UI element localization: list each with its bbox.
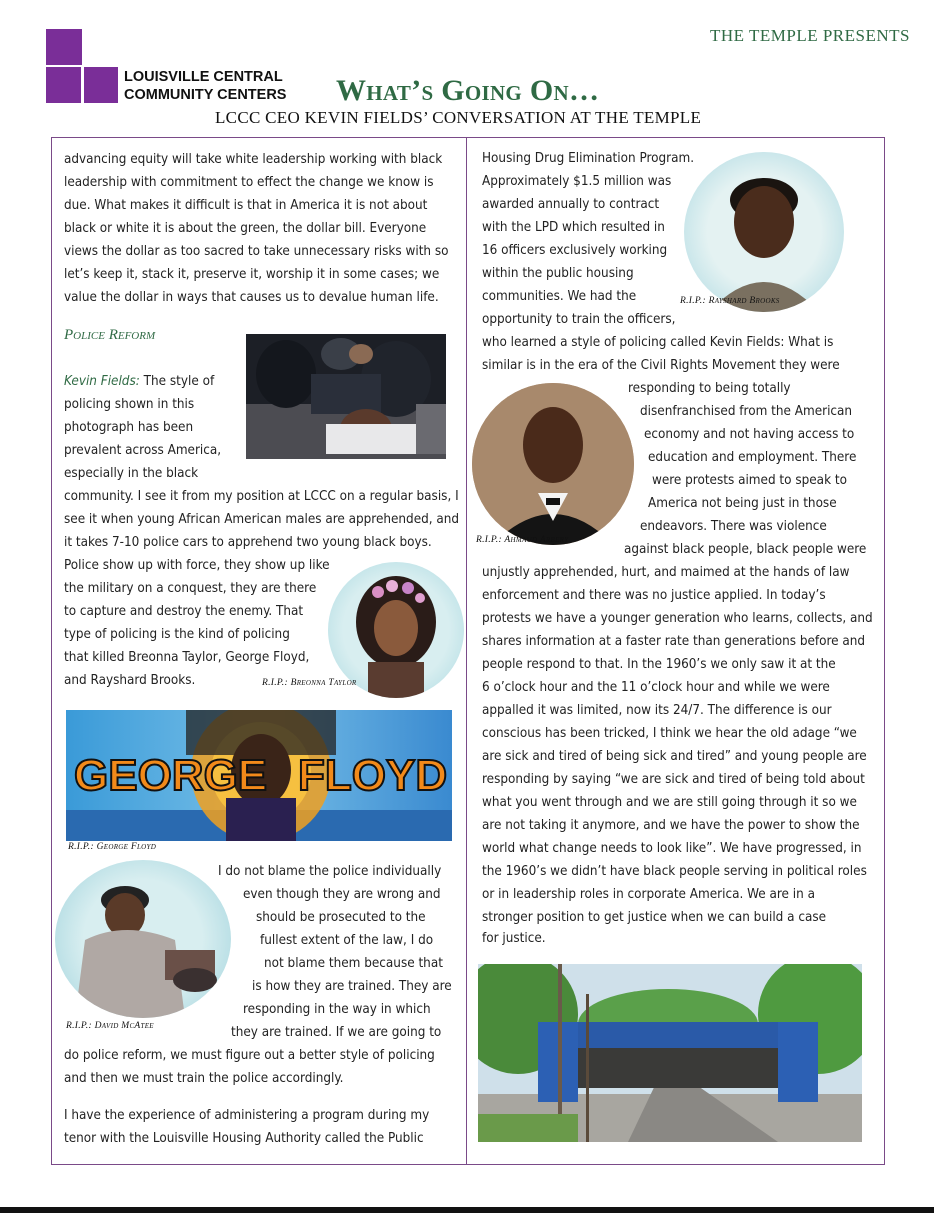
text-line: America not being just in those (648, 496, 837, 511)
text-line (64, 374, 214, 389)
mural-text-george: GEORGE (74, 751, 268, 800)
page-bottom-rule (0, 1207, 934, 1213)
text-line: are not taking it anymore, and we have the power to show the (482, 818, 860, 833)
text-line: value the dollar in ways that causes us to devalue human life. (64, 290, 439, 305)
text-line: advancing equity will take white leadership working with black (64, 152, 443, 167)
text-line: with the LPD which resulted in (482, 220, 665, 235)
text-line: should be prosecuted to the (256, 910, 426, 925)
text-line: protests we have a younger generation who learns, collects, and (482, 611, 873, 626)
text-line: not blame them because that (264, 956, 443, 971)
text-line: see it when young African American males are apprehended, and (64, 512, 460, 527)
caption-ahmaud-arbery: R.I.P.: Ahmaud Arbery (476, 535, 569, 545)
text-line: responding to being totally (628, 381, 791, 396)
page-subtitle: LCCC CEO KEVIN FIELDS’ CONVERSATION AT THE TEMPLE (215, 108, 702, 127)
text-line: leadership with commitment to effect the change we know is (64, 175, 434, 190)
text-line: endeavors. There was violence (640, 519, 827, 534)
text-line: community. I see it from my position at LCCC on a regular basis, I (64, 489, 459, 504)
text-line: and Rayshard Brooks. (64, 673, 196, 688)
page-title: What’s Going On… (336, 74, 600, 107)
text-line: tenor with the Louisville Housing Authority called the Public (64, 1131, 424, 1146)
text-line: similar is in the era of the Civil Rights Movement they were (482, 358, 840, 373)
text-line: black or white it is about the green, the dollar bill. Everyone (64, 221, 427, 236)
text-line: world what change needs to look like”. We have progressed, in (482, 841, 862, 856)
column-divider (466, 137, 467, 1165)
david-mcatee-portrait (55, 860, 231, 1018)
text-line: are sick and tired of being sick and tired” and young people are (482, 749, 867, 764)
text-line: stronger position to get justice when we can build a case (482, 910, 827, 925)
police-arrest-photo (246, 334, 446, 459)
caption-rayshard-brooks: R.I.P.: Rayshard Brooks (680, 296, 780, 306)
text-line: 6 o’clock hour and the 11 o’clock hour and while we were (482, 680, 830, 695)
the-temple-presents-label: THE TEMPLE PRESENTS (710, 26, 910, 45)
text-line: I do not blame the police individually (218, 864, 442, 879)
text-line: who learned a style of policing called Kevin Fields: What is (482, 335, 834, 350)
text-line: let’s keep it, stack it, preserve it, worship it in some cases; we (64, 267, 440, 282)
text-line: it takes 7-10 police cars to apprehend two young black boys. (64, 535, 432, 550)
text-line: shares information at a faster rate than generations before and (482, 634, 866, 649)
text-line: Approximately $1.5 million was (482, 174, 672, 189)
text-line: photograph has been (64, 420, 194, 435)
section-heading-police-reform: Police Reform (64, 327, 156, 343)
text-line: to capture and destroy the enemy. That (64, 604, 304, 619)
lccc-logo (46, 29, 118, 103)
text-line: conscious has been tricked, I think we hear the old adage “we (482, 726, 857, 741)
speaker-text: The style of (139, 374, 215, 389)
text-line: that killed Breonna Taylor, George Floyd, (64, 650, 310, 665)
text-line: enforcement and there was no justice applied. In today’s (482, 588, 826, 603)
text-line: especially in the black (64, 466, 199, 481)
text-line: do police reform, we must figure out a better style of policing (64, 1048, 435, 1063)
george-floyd-mural-photo (66, 710, 452, 841)
text-line: within the public housing (482, 266, 634, 281)
text-line: the military on a conquest, they are there (64, 581, 317, 596)
text-line: responding by saying “we are sick and tired of being told about (482, 772, 865, 787)
text-line: opportunity to train the officers, (482, 312, 676, 327)
text-line: the 1960’s we didn’t have black people serving in political roles (482, 864, 867, 879)
text-line: appalled it was limited, now its 24/7. The difference is our (482, 703, 832, 718)
mural-text-floyd: FLOYD (298, 751, 448, 800)
text-line: against black people, black people were (624, 542, 867, 557)
text-line: responding in the way in which (243, 1002, 431, 1017)
text-line: people respond to that. In the 1960’s we only saw it at the (482, 657, 836, 672)
text-line: views the dollar as too sacred to take unnecessary risks with so (64, 244, 449, 259)
text-line: unjustly apprehended, hurt, and maimed at the hands of law (482, 565, 850, 580)
text-line: for justice. (482, 931, 546, 946)
text-line: 16 officers exclusively working (482, 243, 668, 258)
rayshard-brooks-portrait (684, 152, 844, 312)
text-line: education and employment. There (648, 450, 857, 465)
org-name: LOUISVILLE CENTRAL COMMUNITY CENTERS (124, 69, 287, 103)
text-line: Police show up with force, they show up like (64, 558, 330, 573)
text-line: were protests aimed to speak to (652, 473, 847, 488)
text-line: awarded annually to contract (482, 197, 660, 212)
text-line: policing shown in this (64, 397, 195, 412)
text-line: prevalent across America, (64, 443, 222, 458)
caption-breonna-taylor: R.I.P.: Breonna Taylor (262, 678, 357, 688)
text-line: even though they are wrong and (243, 887, 441, 902)
speaker-name: Kevin Fields: (64, 374, 140, 389)
text-line: what you went through and we are still going through it so we (482, 795, 857, 810)
text-line: they are trained. If we are going to (231, 1025, 442, 1040)
text-line: fullest extent of the law, I do (260, 933, 434, 948)
caption-george-floyd: R.I.P.: George Floyd (68, 842, 157, 852)
ahmaud-arbery-portrait (472, 383, 634, 545)
text-line: type of policing is the kind of policing (64, 627, 290, 642)
text-line: disenfranchised from the American (640, 404, 853, 419)
text-line: or in leadership roles in corporate America. We are in a (482, 887, 815, 902)
text-line: due. What makes it difficult is that in America it is not about (64, 198, 428, 213)
text-line: I have the experience of administering a program during my (64, 1108, 430, 1123)
text-line: Housing Drug Elimination Program. (482, 151, 695, 166)
text-line: communities. We had the (482, 289, 637, 304)
text-line: and then we must train the police accordingly. (64, 1071, 344, 1086)
caption-david-mcatee: R.I.P.: David McAtee (66, 1021, 154, 1031)
text-line: economy and not having access to (644, 427, 855, 442)
text-line: is how they are trained. They are (252, 979, 452, 994)
underpass-mural-photo (478, 964, 862, 1142)
